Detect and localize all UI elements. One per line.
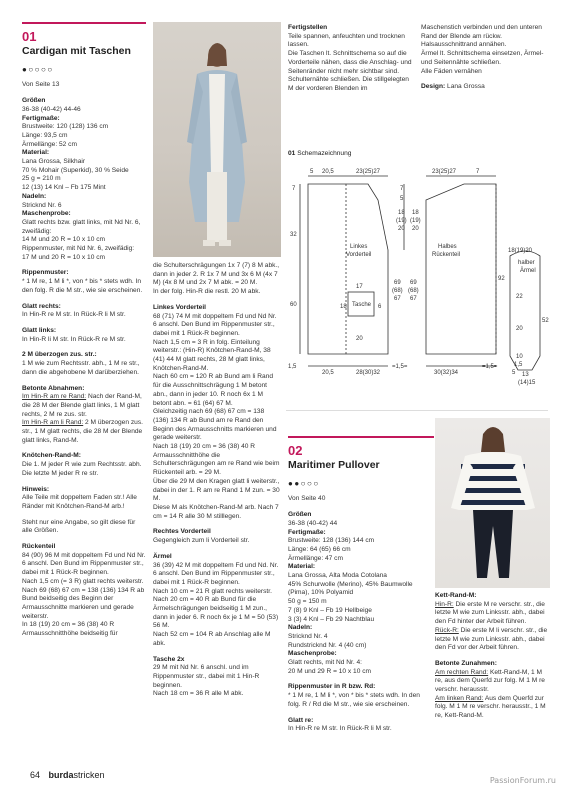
back: 84 (90) 96 M mit doppeltem Fd und Nd Nr. 6 anschl. Den Bund im Rippenmuster str., dabei mit 1 Rück-R beginnen. Nach 1,5 cm (= 3 R) glatt rechts weiterstr. Nach 69 (68) 67 cm = 138 (136) 134 R ab Bund beidseitig des Beginn der Armausschnitte markieren und gerade weiterstr. In 18 (19) 20 cm = 36 (38) 40 R Armausschnitthöhe beidseitig für (22, 551, 146, 638)
back-label: Rückenteil (22, 543, 56, 551)
stockinette: In Hin-R re M str. In Rück-R li M str. (288, 725, 392, 733)
edge-label: Knötchen-Rand-M: (22, 452, 81, 460)
rib-label: Rippenmuster in R bzw. Rd: (288, 683, 376, 691)
needles-label: Nadeln: (288, 624, 313, 632)
k2tog-label: 2 M überzogen zus. str.: (22, 351, 97, 359)
inc-label: Betonte Zunahmen: (435, 659, 497, 667)
article-title: Cardigan mit Taschen (22, 45, 131, 57)
svg-text:18: 18 (412, 210, 419, 216)
gauge: Glatt rechts, mit Nd Nr. 4: 20 M und 29 R = 10 x 10 cm (288, 659, 372, 675)
inc-right: Am rechten Rand: Kett-Rand-M, 1 M re, aus dem Querfd zur folg. M 1 M re verschr. herausstr. (435, 668, 545, 694)
model-illustration (435, 418, 550, 588)
note-label: Hinweis: (22, 485, 50, 493)
model-illustration (153, 22, 281, 257)
finishing-a (288, 24, 412, 101)
svg-text:18: 18 (340, 304, 347, 310)
svg-text:7: 7 (400, 186, 404, 192)
svg-text:18: 18 (398, 210, 405, 216)
svg-text:Ärmel: Ärmel (520, 268, 536, 274)
article-01-continued (153, 262, 281, 706)
svg-text:67: 67 (410, 296, 417, 302)
svg-text:20: 20 (398, 226, 405, 232)
svg-text:20,5: 20,5 (322, 370, 334, 376)
left-front: 68 (71) 74 M mit doppeltem Fd und Nd Nr. 6 anschl. Den Bund im Rippenmuster str., dabei mit 1 Rück-R beginnen. Nach 1,5 cm = 3 R in folg. Einteilung weiterstr.: (Hin-R) Knötchen-Rand-M, 38 (41) 44 M glatt rechts, 28 M glatt links, Knötchen-Rand-M. Nach 60 cm = 120 R ab Bund am li Rand für die Ausschnittschrägung 1 M betont abn., dann in jeder 10. R noch 6x 1 M betont abn. = 61 (64) 67 M. Gleichzeitig nach 69 (68) 67 cm = 138 (136) 134 R ab Bund am re Rand den Beginn des Armausschnitts markieren und gerade weiterstr. Nach 18 (19) 20 cm = 36 (38) 40 R Armausschnitthöhe die Schulterschrägungen am re Rand wie beim Rückenteil arb. = 29 M. Über die 29 M den Kragen glatt li weiterstr., dabei in der 1. R am re Rand 1 M zun. = 30 M. Diese M als Knötchen-Rand-M arb. Nach 7 cm = 14 R alle 30 M stilllegen. (153, 312, 280, 520)
sizes: 36-38 (40-42) 44-46 (22, 105, 81, 113)
sizes: 36-38 (40-42) 44 (288, 519, 338, 527)
edge: Die 1. M jeder R wie zum Rechtsstr. abh. Die letzte M jeder R re str. (22, 461, 142, 477)
svg-text:60: 60 (290, 302, 297, 308)
right-front: Gegengleich zum li Vorderteil str. (153, 537, 250, 545)
finishing-b (421, 24, 547, 92)
finishing-label: Fertigstellen (288, 24, 328, 31)
svg-text:Linkes: Linkes (350, 244, 368, 250)
accent-rule (22, 22, 146, 24)
material: Lana Grossa, Alta Moda Cotolana 45% Schurwolle (Merino), 45% Baumwolle (Pima), 10% Polyamid 50 g = 150 m 7 (8) 9 Knl – Fb 19 Hellbeige 3 (3) 4 Knl – Fb 29 Nachtblau (288, 572, 413, 623)
svg-text:69: 69 (394, 280, 401, 286)
svg-text:18(19)20: 18(19)20 (508, 248, 533, 254)
material-label: Material: (288, 563, 316, 571)
measures-label: Fertigmaße: (288, 528, 326, 536)
svg-text:10: 10 (516, 354, 523, 360)
accent-rule (288, 436, 434, 438)
svg-text:(19): (19) (396, 218, 407, 224)
schematic-diagram (286, 160, 548, 392)
difficulty-rating: ●○○○○ (22, 64, 54, 74)
measures: Brustweite: 120 (128) 136 cm Länge: 93,5 cm Ärmellänge: 52 cm (22, 123, 109, 148)
note: Alle Teile mit doppeltem Faden str.! Alle Ränder mit Knötchen-Rand-M arb.! (22, 494, 137, 510)
page-number: 64 (30, 770, 41, 780)
svg-text:92: 92 (498, 276, 505, 282)
svg-text:30(32)34: 30(32)34 (434, 370, 459, 376)
measures: Brustweite: 128 (136) 144 cm Länge: 64 (65) 66 cm Ärmellänge: 47 cm (288, 537, 375, 562)
svg-text:52: 52 (542, 318, 549, 324)
stockinette: In Hin-R re M str. In Rück-R li M str. (22, 311, 126, 319)
edge-left: Rück-R: Die erste M li verschr. str., die letzte M wie zum Linksstr. abh., dabei den Fd vor der Arbeit führen. (435, 626, 548, 652)
stockinette-label: Glatt re: (288, 716, 314, 724)
cardigan-photo (153, 22, 281, 257)
sleeve: 36 (39) 42 M mit doppeltem Fd und Nd. Nr. 6 anschl. Den Bund im Rippenmuster str., dabei mit 1 Rück-R beginnen. Nach 10 cm = 21 R glatt rechts weiterstr. Nach 20 cm = 40 R ab Bund für die Ärmelschrägungen beidseitig 1 M zun., dann in jeder 6. R noch 6x je 1 M = 50 (53) 56 M. Nach 52 cm = 104 R ab Anschlag alle M abk. (153, 561, 279, 647)
svg-text:1,5: 1,5 (288, 364, 297, 370)
from-page: Von Seite 40 (288, 495, 326, 503)
sizes-label: Größen (22, 97, 46, 105)
svg-text:28(30)32: 28(30)32 (356, 370, 381, 376)
pocket-label: Tasche 2x (153, 655, 185, 663)
svg-text:5: 5 (512, 370, 516, 376)
sleeve-label: Ärmel (153, 552, 172, 560)
gauge: Glatt rechts bzw. glatt links, mit Nd Nr. 6, zweifädig: 14 M und 20 R = 10 x 10 cm Rippenmuster, mit Nd Nr. 6, zweifädig: 17 M und 20 R = 10 x 10 cm (22, 218, 141, 261)
pocket: 29 M mit Nd Nr. 6 anschl. und im Rippenmuster str., dabei mit 1 Hin-R beginnen. Nach 18 cm = 36 R alle M abk. (153, 664, 260, 698)
rib-label: Rippenmuster: (22, 269, 69, 277)
svg-text:32: 32 (290, 232, 297, 238)
article-title: Maritimer Pullover (288, 459, 380, 471)
needles: Stricknd Nr. 6 (22, 201, 62, 209)
material-label: Material: (22, 149, 50, 157)
svg-text:=1,5=: =1,5= (482, 364, 498, 370)
dec-right: Im Hin-R am re Rand: Nach der Rand-M, die 28 M der Blende glatt links, 1 M glatt rechts, 2 M re zus. str. (22, 393, 142, 418)
svg-text:(14)15: (14)15 (518, 380, 536, 386)
svg-text:1,5: 1,5 (514, 362, 523, 368)
inc-left: Am linken Rand: Aus dem Querfd zur folg. M 1 M re verschr. herausstr., 1 M re, Kett-Rand-M. (435, 694, 546, 720)
svg-text:7: 7 (476, 169, 480, 175)
stockinette-label: Glatt rechts: (22, 302, 61, 310)
svg-text:(68): (68) (392, 288, 403, 294)
svg-text:67: 67 (394, 296, 401, 302)
article-number: 02 (288, 443, 303, 458)
svg-text:13: 13 (522, 372, 529, 378)
watermark: PassionForum.ru (489, 776, 556, 785)
svg-text:5: 5 (400, 196, 404, 202)
rib: * 1 M re, 1 M li *, von * bis * stets wdh. In den folg. R / Rd die M str., wie sie erscheinen. (288, 692, 420, 708)
svg-text:Vorderteil: Vorderteil (346, 252, 372, 258)
difficulty-rating: ●●○○○ (288, 478, 320, 488)
svg-text:6: 6 (378, 304, 382, 310)
svg-text:Rückenteil: Rückenteil (432, 252, 461, 258)
svg-text:Tasche: Tasche (352, 302, 372, 308)
note-2: Steht nur eine Angabe, so gilt diese für alle Größen. (22, 518, 136, 535)
svg-text:22: 22 (516, 294, 523, 300)
article-02-continued (435, 592, 550, 721)
edge-label: Kett-Rand-M: (435, 592, 477, 599)
finishing-text-b: Maschenstich verbinden und den unteren Rand der Blende am rückw. Halsausschnittrand annähen. Ärmel lt. Schnittschema einsetzen, Ärmel- und Seitennähte schließen. Alle Fäden vernähen (421, 24, 544, 75)
svg-text:17: 17 (356, 284, 363, 290)
svg-text:(19): (19) (410, 218, 421, 224)
svg-text:23(25)27: 23(25)27 (432, 169, 457, 175)
k2tog: 1 M wie zum Rechtsstr. abh., 1 M re str., dann die abgehobene M darüberziehen. (22, 360, 140, 376)
reverse-label: Glatt links: (22, 326, 57, 334)
svg-text:(68): (68) (408, 288, 419, 294)
needles: Stricknd Nr. 4 Rundstricknd Nr. 4 (40 cm) (288, 632, 367, 649)
svg-text:5: 5 (310, 169, 314, 175)
reverse: In Hin-R li M str. In Rück-R re M str. (22, 335, 126, 343)
article-02 (288, 436, 428, 741)
svg-text:20: 20 (516, 326, 523, 332)
finishing-text-a: Teile spannen, anfeuchten und trocknen lassen. Die Taschen lt. Schnittschema so auf die Vorderteile nähen, dass die Anschlag- und Seitenränder nicht mehr sichtbar sind. Schulternähte schließen. Die stillgelegten M der vorderen Blenden im (288, 32, 412, 92)
right-front-label: Rechtes Vorderteil (153, 528, 211, 536)
svg-text:Halbes: Halbes (438, 244, 457, 250)
article-number: 01 (22, 29, 37, 44)
sizes-label: Größen (288, 511, 312, 519)
dec-left: Im Hin-R am li Rand: 2 M überzogen zus. str., 1 M glatt rechts, die 28 M der Blende glatt links, Rand-M. (22, 419, 143, 444)
svg-text:20: 20 (412, 226, 419, 232)
svg-text:halber: halber (518, 260, 535, 266)
svg-text:7: 7 (292, 186, 296, 192)
material: Lana Grossa, Silkhair 70 % Mohair (Superkid), 30 % Seide 25 g = 210 m 12 (13) 14 Knl – Fb 175 Mint (22, 158, 129, 192)
svg-text:23(25)27: 23(25)27 (356, 169, 381, 175)
rib: * 1 M re, 1 M li *, von * bis * stets wdh. In den folg. R die M str., wie sie erscheinen. (22, 278, 143, 294)
needles-label: Nadeln: (22, 192, 47, 200)
article-01 (22, 22, 146, 646)
left-front-label: Linkes Vorderteil (153, 303, 207, 311)
gauge-label: Maschenprobe: (22, 210, 71, 218)
section-divider (286, 410, 548, 411)
back-continued: die Schulterschrägungen 1x 7 (7) 8 M abk., dann in jeder 2. R 1x 7 M und 3x 6 M (4x 7 M) (4x 8 M und 2x 7 M abk. = 20 M. In der folg. Hin-R die restl. 20 M abk. (153, 262, 280, 296)
svg-text:20: 20 (356, 336, 363, 342)
pullover-photo (435, 418, 550, 588)
brand-logo: burdastricken (48, 770, 105, 780)
svg-text:20,5: 20,5 (322, 169, 334, 175)
gauge-label: Maschenprobe: (288, 650, 337, 658)
dec-label: Betonte Abnahmen: (22, 384, 85, 392)
from-page: Von Seite 13 (22, 81, 60, 89)
design-credit: Design: Lana Grossa (421, 83, 485, 91)
measures-label: Fertigmaße: (22, 114, 60, 122)
svg-text:=1,5=: =1,5= (392, 364, 408, 370)
svg-text:69: 69 (410, 280, 417, 286)
page-footer (30, 770, 105, 782)
diagram-title: 01 Schemazeichnung (288, 150, 352, 157)
edge-right: Hin-R: Die erste M re verschr. str., die letzte M wie zum Linksstr. abh., dabei den Fd hinter der Arbeit führen. (435, 600, 545, 626)
